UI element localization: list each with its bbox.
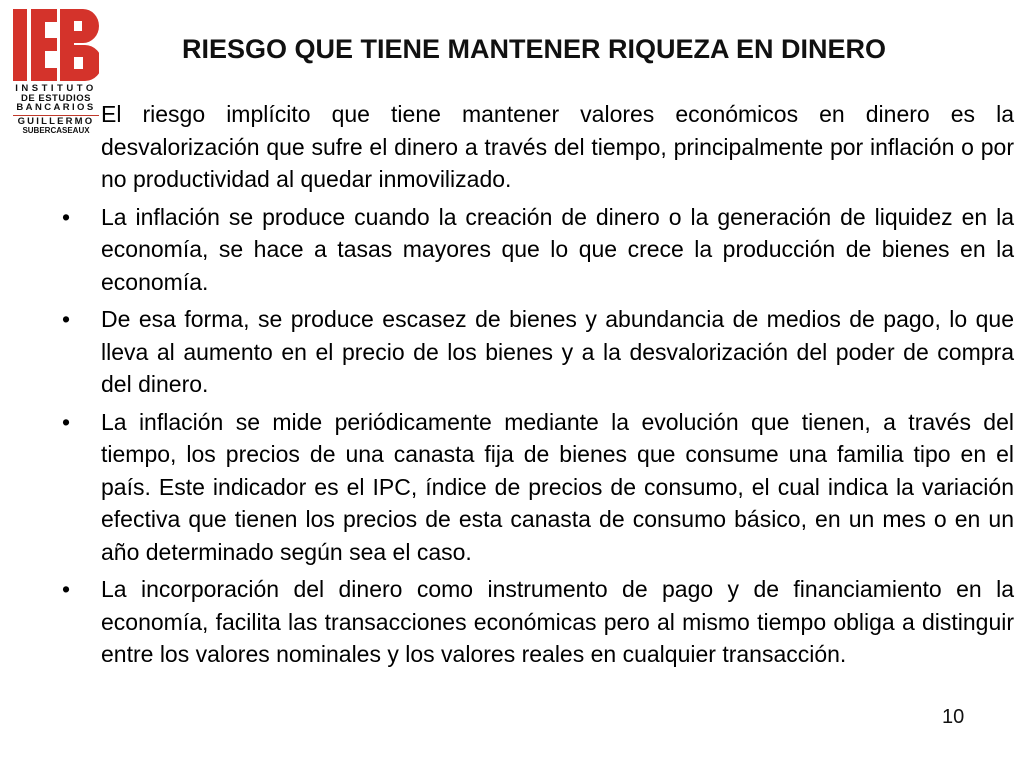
bullet-marker: • bbox=[62, 576, 71, 602]
logo-line-2: DE ESTUDIOS bbox=[21, 92, 91, 104]
paragraph-text: La inflación se mide periódicamente mediante la evolución que tienen, a través del tiempo, los precios de una canasta fija de bienes que consume una familia tipo en el país. Este indicador es el IPC, índice de precios de consumo, el cual indica la variación efectiva que tienen los precios de esta canasta de consumo básico, en un mes o en un año determinado según sea el caso. bbox=[101, 408, 1014, 565]
bullet-marker: • bbox=[62, 306, 71, 332]
bullet-item bbox=[62, 573, 1014, 671]
slide-body bbox=[62, 98, 1014, 676]
bullet-item bbox=[62, 201, 1014, 299]
bullet-marker: • bbox=[62, 408, 71, 435]
paragraph-text: La inflación se produce cuando la creación de dinero o la generación de liquidez en la economía, se hace a tasas mayores que lo que crece la producción de bienes en la economía. bbox=[101, 203, 1014, 295]
page-number: 10 bbox=[942, 706, 965, 728]
paragraph-text: De esa forma, se produce escasez de bienes y abundancia de medios de pago, lo que lleva al aumento en el precio de los bienes y a la desvalorización del poder de compra del dinero. bbox=[101, 306, 1014, 397]
ieb-logo-mark-icon bbox=[13, 9, 99, 81]
paragraph-intro bbox=[62, 98, 1014, 196]
paragraph-text: El riesgo implícito que tiene mantener valores económicos en dinero es la desvalorización que sufre el dinero a través del tiempo, principalmente por inflación o por no productividad al quedar inmovilizado. bbox=[101, 101, 1014, 192]
logo-line-3: BANCARIOS bbox=[16, 102, 96, 114]
logo-line-1: INSTITUTO bbox=[15, 83, 97, 94]
bullet-item bbox=[62, 406, 1014, 569]
logo-line-5: SUBERCASEAUX bbox=[22, 125, 90, 135]
bullet-item bbox=[62, 303, 1014, 401]
bullet-marker: • bbox=[62, 203, 71, 230]
logo-line-4: GUILLERMO bbox=[17, 116, 95, 128]
slide-title: RIESGO QUE TIENE MANTENER RIQUEZA EN DINERO bbox=[182, 34, 887, 64]
paragraph-text: La incorporación del dinero como instrumento de pago y de financiamiento en la economía, facilita las transacciones económicas pero al mismo tiempo obliga a distinguir entre los valores nominales y los valores reales en cualquier transacción. bbox=[101, 576, 1014, 667]
